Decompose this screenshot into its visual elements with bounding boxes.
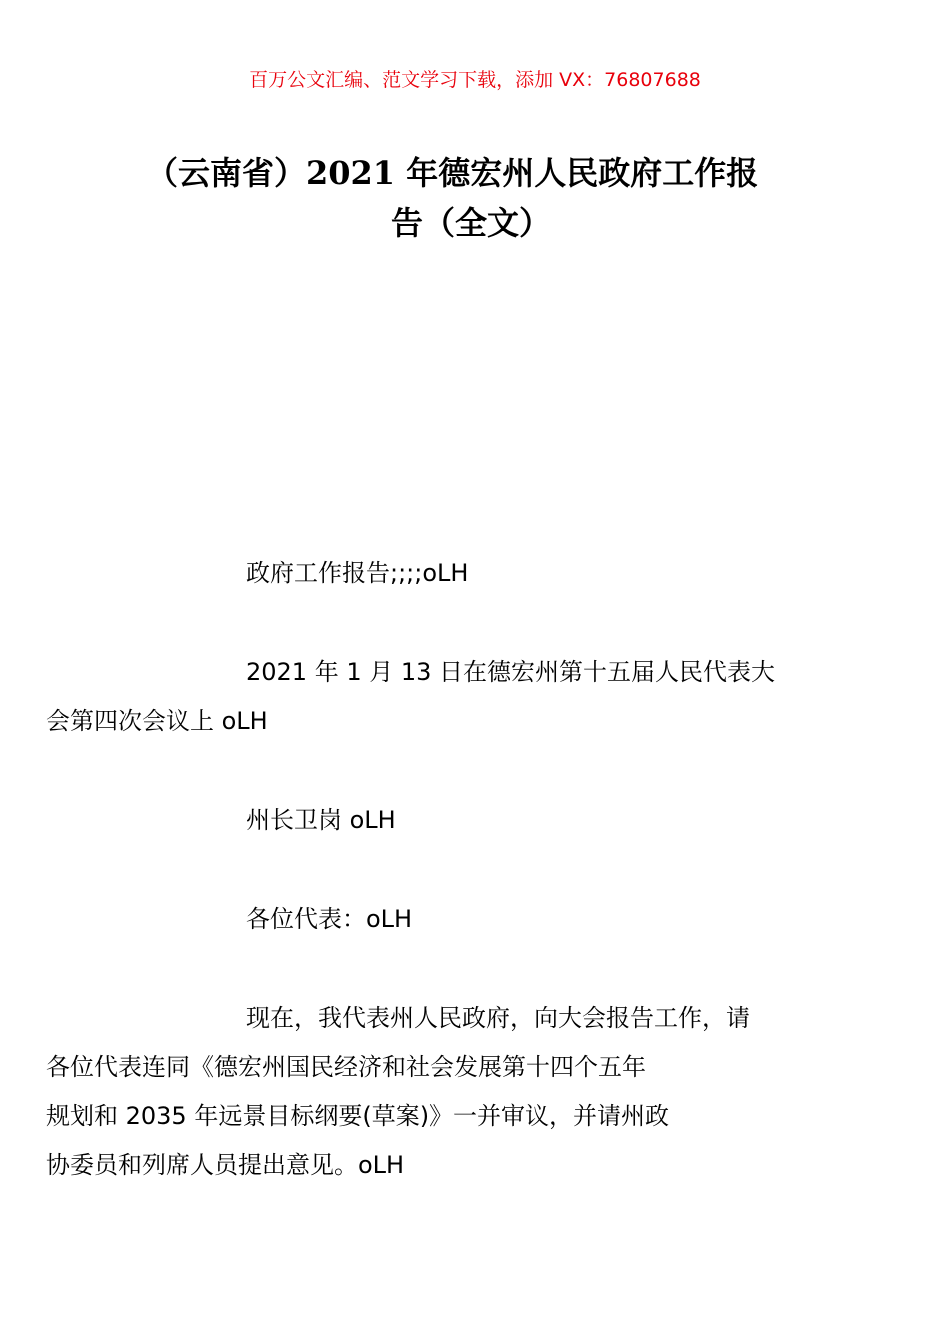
paragraph-report-label	[146, 549, 810, 598]
document-title	[146, 148, 816, 248]
paragraph-line: 2021 年 1 月 13 日在德宏州第十五届人民代表大	[246, 658, 776, 686]
paragraph-line: 会第四次会议上 oLH	[46, 707, 268, 735]
paragraph-line: 州长卫岗 oLH	[246, 806, 396, 834]
paragraph-line: 协委员和列席人员提出意见。oLH	[46, 1151, 405, 1179]
paragraph-salutation	[146, 895, 810, 944]
paragraph-line: 各位代表：oLH	[246, 905, 413, 933]
header-banner: 百万公文汇编、范文学习下载，添加 VX：76807688	[249, 69, 701, 91]
paragraph-opening	[46, 994, 810, 1190]
document-body	[46, 549, 810, 1240]
paragraph-line: 政府工作报告;;;;oLH	[246, 559, 469, 587]
paragraph-line: 各位代表连同《德宏州国民经济和社会发展第十四个五年	[46, 1053, 646, 1081]
paragraph-line: 规划和 2035 年远景目标纲要(草案)》一并审议，并请州政	[46, 1102, 670, 1130]
paragraph-speaker	[146, 796, 810, 845]
document-title-line-2: 告（全文）	[390, 204, 551, 242]
paragraph-line: 现在，我代表州人民政府，向大会报告工作，请	[246, 1004, 750, 1032]
document-title-line-1: （云南省）2021 年德宏州人民政府工作报	[146, 154, 759, 192]
paragraph-meeting-date	[46, 648, 810, 746]
